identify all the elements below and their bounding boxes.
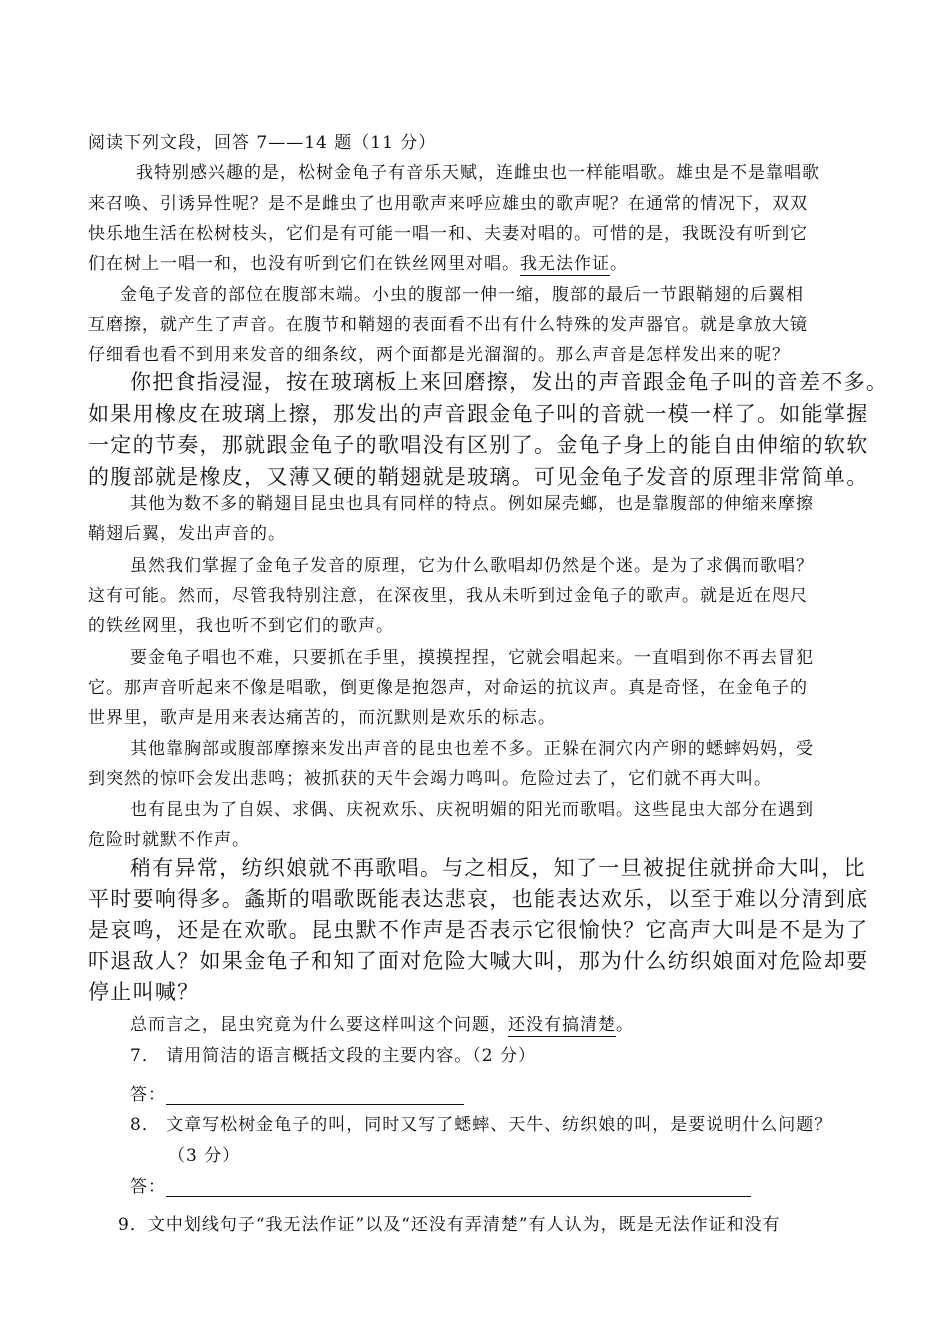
paragraph-2-line: 互磨擦，就产生了声音。在腹节和鞘翅的表面看不出有什么特殊的发声器官。就是拿放大镜 bbox=[88, 315, 808, 335]
paragraph-1-line: 快乐地生活在松树枝头，它们是有可能一唱一和、夫妻对唱的。可惜的是，我既没有听到它 bbox=[88, 224, 808, 244]
paragraph-6-line: 它。那声音听起来不像是唱歌，倒更像是抱怨声，对命运的抗议声。真是奇怪，在金龟子的 bbox=[88, 678, 808, 698]
paragraph-9-line: 是哀鸣，还是在欢歌。昆虫默不作声是否表示它很愉快？它高声大叫是不是为了 bbox=[88, 918, 869, 942]
paragraph-4-line: 其他为数不多的鞘翅目昆虫也具有同样的特点。例如屎壳螂，也是靠腹部的伸缩来摩擦 bbox=[130, 494, 814, 514]
question-8: 8． 文章写松树金龟子的叫，同时又写了蟋蟀、天牛、纺织娘的叫，是要说明什么问题？ bbox=[130, 1115, 833, 1135]
punctuation: 。 bbox=[610, 254, 628, 274]
paragraph-9-line: 停止叫喊？ bbox=[88, 980, 200, 1004]
paragraph-2-line: 金龟子发音的部位在腹部末端。小虫的腹部一伸一缩，腹部的最后一节跟鞘翅的后翼相 bbox=[120, 285, 804, 305]
paragraph-1-last-line bbox=[0, 249, 950, 274]
paragraph-1-text: 们在树上一唱一和，也没有听到它们在铁丝网里对唱。 bbox=[88, 254, 520, 274]
paragraph-6-line: 要金龟子唱也不难，只要抓在手里，摸摸捏捏，它就会唱起来。一直唱到你不再去冒犯 bbox=[130, 648, 814, 668]
question-9: 9．文中划线句子“我无法作证”以及“还没有弄清楚”有人认为，既是无法作证和没有 bbox=[118, 1215, 781, 1235]
paragraph-7-line: 其他靠胸部或腹部摩擦来发出声音的昆虫也差不多。正躲在洞穴内产卵的蟋蟀妈妈，受 bbox=[130, 739, 814, 759]
paragraph-1-line: 我特别感兴趣的是，松树金龟子有音乐天赋，连雌虫也一样能唱歌。雄虫是不是靠唱歌 bbox=[136, 163, 820, 183]
paragraph-1-line: 来召唤、引诱异性呢？是不是雌虫了也用歌声来呼应雄虫的歌声呢？在通常的情况下，双双 bbox=[88, 194, 808, 214]
paragraph-10-text: 总而言之，昆虫究竟为什么要这样叫这个问题， bbox=[130, 1015, 508, 1035]
section-heading: 阅读下列文段，回答 7——14 题（11 分） bbox=[88, 133, 437, 153]
paragraph-9-line: 吓退敌人？如果金龟子和知了面对危险大喊大叫，那为什么纺织娘面对危险却要 bbox=[88, 949, 869, 973]
question-8-points: （3 分） bbox=[168, 1146, 241, 1166]
paragraph-9-line: 平时要响得多。螽斯的唱歌既能表达悲哀，也能表达欢乐，以至于难以分清到底 bbox=[88, 887, 869, 911]
paragraph-5-line: 虽然我们掌握了金龟子发音的原理，它为什么歌唱却仍然是个迷。是为了求偶而歌唱？ bbox=[130, 556, 814, 576]
paragraph-7-line: 到突然的惊吓会发出悲鸣；被抓获的天牛会竭力鸣叫。危险过去了，它们就不再大叫。 bbox=[88, 769, 772, 789]
underlined-sentence-1: 我无法作证 bbox=[520, 254, 610, 274]
paragraph-3-line: 你把食指浸湿，按在玻璃板上来回磨擦，发出的声音跟金龟子叫的音差不多。 bbox=[130, 370, 889, 394]
paragraph-3-line: 一定的节奏，那就跟金龟子的歌唱没有区别了。金龟子身上的能自由伸缩的软软 bbox=[88, 433, 869, 457]
paragraph-9-line: 稍有异常，纺织娘就不再歌唱。与之相反，知了一旦被捉住就拼命大叫，比 bbox=[130, 856, 866, 880]
question-7: 7． 请用简洁的语言概括文段的主要内容。（2 分） bbox=[130, 1046, 536, 1066]
paragraph-2-line: 仔细看也看不到用来发音的细条纹，两个面都是光溜溜的。那么声音是怎样发出来的呢？ bbox=[88, 345, 790, 365]
paragraph-3-line: 如果用橡皮在玻璃上擦，那发出的声音跟金龟子叫的音就一模一样了。如能掌握 bbox=[88, 402, 869, 426]
answer-blank[interactable] bbox=[166, 1180, 751, 1197]
underlined-sentence-2: 还没有搞清楚 bbox=[508, 1015, 616, 1035]
paragraph-8-line: 也有昆虫为了自娱、求偶、庆祝欢乐、庆祝明媚的阳光而歌唱。这些昆虫大部分在遇到 bbox=[130, 800, 814, 820]
paragraph-5-line: 的铁丝网里，我也听不到它们的歌声。 bbox=[88, 616, 394, 636]
answer-label: 答： bbox=[130, 1085, 166, 1105]
paragraph-4-line: 鞘翅后翼，发出声音的。 bbox=[88, 524, 286, 544]
paragraph-3-line: 的腹部就是橡皮，又薄又硬的鞘翅就是玻璃。可见金龟子发音的原理非常简单。 bbox=[88, 465, 869, 489]
paragraph-10-line bbox=[0, 1010, 950, 1035]
answer-label: 答： bbox=[130, 1177, 166, 1197]
answer-line-q8 bbox=[0, 1172, 950, 1197]
paragraph-6-line: 世界里，歌声是用来表达痛苦的，而沉默则是欢乐的标志。 bbox=[88, 708, 556, 728]
paragraph-8-line: 危险时就默不作声。 bbox=[88, 830, 250, 850]
punctuation: 。 bbox=[616, 1015, 634, 1035]
paragraph-5-line: 这有可能。然而，尽管我特别注意，在深夜里，我从未听到过金龟子的歌声。就是近在咫尺 bbox=[88, 586, 808, 606]
answer-blank[interactable] bbox=[166, 1088, 464, 1105]
answer-line-q7 bbox=[0, 1080, 950, 1105]
